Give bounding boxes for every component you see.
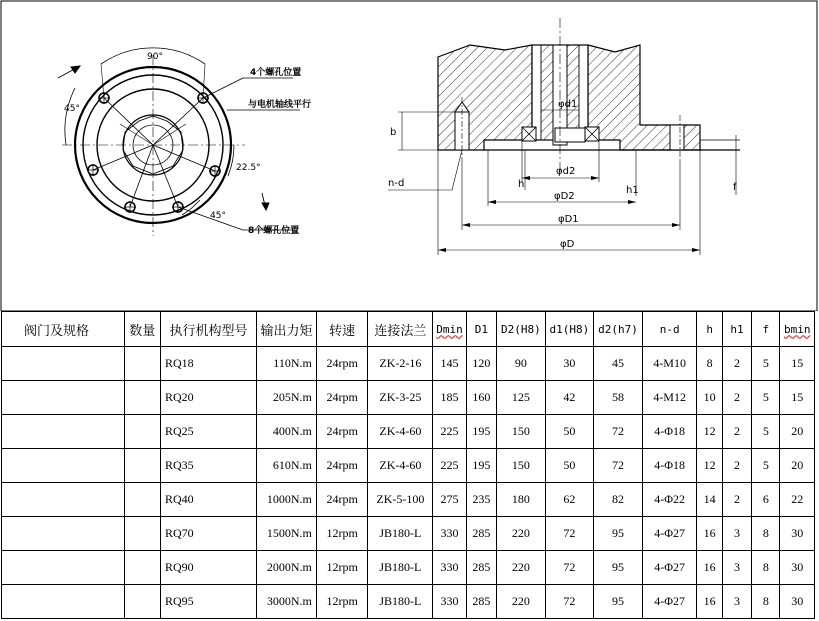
cell-torque: 3000N.m	[257, 585, 317, 619]
header-bmin: bmin	[780, 312, 815, 347]
cell-f: 6	[752, 483, 780, 517]
cell-dmin: 225	[433, 449, 466, 483]
cell-d1: 285	[466, 585, 496, 619]
cell-h: 16	[697, 517, 722, 551]
cell-d2-h8: 150	[497, 449, 546, 483]
dim-D1-label: φD1	[558, 214, 579, 225]
cell-nd: 4-Φ27	[642, 551, 697, 585]
header-d1-h8: d1(H8)	[545, 312, 594, 347]
dim-d1-label: φd1	[558, 99, 578, 110]
cell-qty	[124, 483, 160, 517]
cell-d1: 160	[466, 381, 496, 415]
dim-d2-label: φd2	[556, 166, 576, 177]
cell-h1: 2	[722, 483, 751, 517]
header-h1: h1	[722, 312, 751, 347]
header-d1: D1	[466, 312, 496, 347]
cell-speed: 12rpm	[316, 517, 368, 551]
cell-nd: 4-Φ18	[642, 449, 697, 483]
cell-torque: 110N.m	[257, 347, 317, 381]
cell-d1-h8: 30	[545, 347, 594, 381]
cell-h: 16	[697, 551, 722, 585]
cell-d1: 195	[466, 415, 496, 449]
cell-bmin: 22	[780, 483, 815, 517]
table-header-row	[2, 312, 815, 347]
spec-table	[1, 311, 815, 619]
cell-valve	[2, 551, 125, 585]
angle-45-left-label: 45°	[64, 104, 80, 114]
cell-d2-h8: 125	[497, 381, 546, 415]
header-d2-h8: D2(H8)	[497, 312, 546, 347]
cell-torque: 2000N.m	[257, 551, 317, 585]
cell-model: RQ70	[160, 517, 256, 551]
cell-torque: 205N.m	[257, 381, 317, 415]
cell-f: 5	[752, 347, 780, 381]
cell-valve	[2, 585, 125, 619]
cell-flange: ZK-4-60	[368, 449, 433, 483]
cell-d2-h7: 72	[594, 449, 643, 483]
cell-d2-h7: 95	[594, 585, 643, 619]
cell-bmin: 15	[780, 381, 815, 415]
cell-d2-h7: 95	[594, 551, 643, 585]
cell-valve	[2, 517, 125, 551]
header-speed: 转速	[316, 312, 368, 347]
cell-d1: 195	[466, 449, 496, 483]
cell-d1-h8: 72	[545, 551, 594, 585]
dim-h1-label: h1	[626, 185, 639, 196]
cell-d1-h8: 50	[545, 449, 594, 483]
cell-qty	[124, 381, 160, 415]
cell-dmin: 330	[433, 585, 466, 619]
cell-d2-h8: 150	[497, 415, 546, 449]
cell-h1: 2	[722, 381, 751, 415]
cell-f: 5	[752, 381, 780, 415]
cell-model: RQ40	[160, 483, 256, 517]
cell-model: RQ18	[160, 347, 256, 381]
table-row	[2, 517, 815, 551]
cell-bmin: 30	[780, 585, 815, 619]
cell-d2-h8: 220	[497, 517, 546, 551]
cell-nd: 4-M10	[642, 347, 697, 381]
cell-d1: 285	[466, 551, 496, 585]
cell-valve	[2, 483, 125, 517]
header-torque: 输出力矩	[257, 312, 317, 347]
table-row	[2, 585, 815, 619]
callout-8-holes: 8个螺孔位置	[248, 226, 300, 236]
cell-nd: 4-Φ22	[642, 483, 697, 517]
cell-qty	[124, 551, 160, 585]
cell-h1: 2	[722, 449, 751, 483]
cell-h: 12	[697, 449, 722, 483]
cell-torque: 610N.m	[257, 449, 317, 483]
cell-dmin: 330	[433, 551, 466, 585]
angle-45-bottom-label: 45°	[210, 211, 226, 221]
header-f: f	[752, 312, 780, 347]
cell-dmin: 145	[433, 347, 466, 381]
cell-torque: 1500N.m	[257, 517, 317, 551]
dim-D-label: φD	[560, 239, 575, 250]
cell-f: 5	[752, 415, 780, 449]
header-dmin: Dmin	[433, 312, 466, 347]
cell-nd: 4-Φ27	[642, 585, 697, 619]
cell-speed: 24rpm	[316, 415, 368, 449]
cell-d2-h8: 180	[497, 483, 546, 517]
header-qty: 数量	[124, 312, 160, 347]
cell-nd: 4-Φ27	[642, 517, 697, 551]
cell-speed: 12rpm	[316, 585, 368, 619]
cell-model: RQ25	[160, 415, 256, 449]
cell-model: RQ20	[160, 381, 256, 415]
cell-bmin: 30	[780, 551, 815, 585]
cell-flange: JB180-L	[368, 517, 433, 551]
cell-qty	[124, 449, 160, 483]
cell-h1: 2	[722, 347, 751, 381]
cell-qty	[124, 415, 160, 449]
cell-speed: 24rpm	[316, 449, 368, 483]
angle-90-label: 90°	[147, 52, 163, 62]
cell-d2-h8: 220	[497, 585, 546, 619]
table-row	[2, 449, 815, 483]
cell-valve	[2, 415, 125, 449]
cell-h1: 3	[722, 585, 751, 619]
cell-d2-h7: 82	[594, 483, 643, 517]
cell-f: 8	[752, 585, 780, 619]
cell-d2-h8: 220	[497, 551, 546, 585]
table-row	[2, 347, 815, 381]
cell-speed: 24rpm	[316, 347, 368, 381]
cell-valve	[2, 449, 125, 483]
cell-model: RQ95	[160, 585, 256, 619]
cell-bmin: 15	[780, 347, 815, 381]
cell-flange: ZK-3-25	[368, 381, 433, 415]
cell-f: 8	[752, 551, 780, 585]
cell-qty	[124, 585, 160, 619]
cell-flange: ZK-4-60	[368, 415, 433, 449]
cell-d2-h7: 58	[594, 381, 643, 415]
cell-valve	[2, 347, 125, 381]
cell-qty	[124, 347, 160, 381]
cell-f: 8	[752, 517, 780, 551]
cell-d1: 285	[466, 517, 496, 551]
cell-h: 16	[697, 585, 722, 619]
cell-d2-h7: 72	[594, 415, 643, 449]
cell-d1: 235	[466, 483, 496, 517]
cell-h1: 3	[722, 551, 751, 585]
header-h: h	[697, 312, 722, 347]
cell-f: 5	[752, 449, 780, 483]
table-row	[2, 551, 815, 585]
header-nd: n-d	[642, 312, 697, 347]
table-row	[2, 483, 815, 517]
header-d2-h7: d2(h7)	[594, 312, 643, 347]
cell-speed: 12rpm	[316, 551, 368, 585]
cell-h1: 2	[722, 415, 751, 449]
cell-dmin: 275	[433, 483, 466, 517]
cell-d2-h7: 45	[594, 347, 643, 381]
cell-valve	[2, 381, 125, 415]
cell-torque: 1000N.m	[257, 483, 317, 517]
cell-bmin: 30	[780, 517, 815, 551]
dim-D2-label: φD2	[554, 191, 575, 202]
cell-d1-h8: 62	[545, 483, 594, 517]
cell-d1-h8: 50	[545, 415, 594, 449]
cell-h: 8	[697, 347, 722, 381]
header-model: 执行机构型号	[160, 312, 256, 347]
dim-f-label: f	[733, 182, 737, 193]
cell-nd: 4-Φ18	[642, 415, 697, 449]
header-valve: 阀门及规格	[2, 312, 125, 347]
cell-h: 10	[697, 381, 722, 415]
cell-nd: 4-M12	[642, 381, 697, 415]
dim-b-label: b	[390, 127, 397, 138]
cell-h1: 3	[722, 517, 751, 551]
callout-parallel-motor-axis: 与电机轴线平行	[248, 100, 312, 110]
dim-h-label: h	[518, 179, 525, 190]
cell-flange: JB180-L	[368, 585, 433, 619]
dim-nd-label: n-d	[388, 178, 405, 189]
cell-d2-h7: 95	[594, 517, 643, 551]
cell-qty	[124, 517, 160, 551]
cell-flange: JB180-L	[368, 551, 433, 585]
cell-d1-h8: 72	[545, 517, 594, 551]
cell-model: RQ35	[160, 449, 256, 483]
cell-speed: 24rpm	[316, 483, 368, 517]
cell-dmin: 330	[433, 517, 466, 551]
cell-h: 12	[697, 415, 722, 449]
cell-model: RQ90	[160, 551, 256, 585]
header-flange: 连接法兰	[368, 312, 433, 347]
cell-flange: ZK-5-100	[368, 483, 433, 517]
cell-h: 14	[697, 483, 722, 517]
cell-bmin: 20	[780, 415, 815, 449]
cell-d1-h8: 72	[545, 585, 594, 619]
callout-4-holes: 4个螺孔位置	[250, 68, 302, 78]
drawing-border	[1, 1, 817, 311]
cell-flange: ZK-2-16	[368, 347, 433, 381]
cell-d2-h8: 90	[497, 347, 546, 381]
cell-bmin: 20	[780, 449, 815, 483]
table-row	[2, 415, 815, 449]
angle-22-5-label: 22.5°	[236, 163, 261, 173]
cell-d1-h8: 42	[545, 381, 594, 415]
table-row	[2, 381, 815, 415]
cell-dmin: 225	[433, 415, 466, 449]
cell-speed: 24rpm	[316, 381, 368, 415]
cell-dmin: 185	[433, 381, 466, 415]
cell-d1: 120	[466, 347, 496, 381]
cell-torque: 400N.m	[257, 415, 317, 449]
